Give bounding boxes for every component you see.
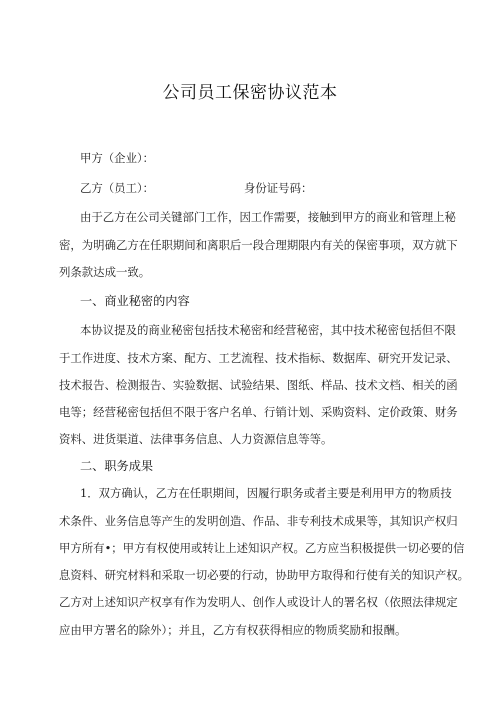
section-heading: 二、职务成果 <box>80 459 154 473</box>
paragraph-line: 本协议提及的商业秘密包括技术秘密和经营秘密，其中技术秘密包括但不限 <box>80 323 456 337</box>
paragraph-line: 1．双方确认，乙方在任职期间，因履行职务或者主要是利用甲方的物质技 <box>80 486 452 500</box>
party-a-label: 甲方（企业）： <box>80 151 155 165</box>
paragraph-line: 应由甲方署名的除外）；并且，乙方有权获得相应的物质奖励和报酬。 <box>59 623 407 637</box>
id-number-label: 身份证号码： <box>244 181 313 195</box>
paragraph-line: 术条件、业务信息等产生的发明创造、作品、非专利技术成果等，其知识产权归 <box>59 514 458 528</box>
paragraph-line: 于工作进度、技术方案、配方、工艺流程、技术指标、数据库、研究开发记录、 <box>59 351 458 365</box>
document-title: 公司员工保密协议范本 <box>162 83 338 103</box>
paragraph-line: 技术报告、检测报告、实验数据、试验结果、图纸、样品、技术文档、相关的函 <box>59 378 458 392</box>
party-b-label: 乙方（员工）： <box>80 181 155 195</box>
section-heading: 一、商业秘密的内容 <box>80 294 190 308</box>
intro-line: 由于乙方在公司关键部门工作，因工作需要，接触到甲方的商业和管理上秘 <box>80 210 456 224</box>
paragraph-line: 乙方对上述知识产权享有作为发明人、创作人或设计人的署名权（依照法律规定 <box>59 595 458 609</box>
paragraph-line: 息资料、研究材料和采取一切必要的行动，协助甲方取得和行使有关的知识产权。 <box>59 568 470 582</box>
paragraph-line: 电等；经营秘密包括但不限于客户名单、行销计划、采购资料、定价政策、财务 <box>59 405 458 419</box>
intro-line: 列条款达成一致。 <box>59 265 151 279</box>
intro-line: 密，为明确乙方在任职期间和离职后一段合理期限内有关的保密事项，双方就下 <box>59 238 458 252</box>
paragraph-line: 甲方所有•；甲方有权使用或转让上述知识产权。乙方应当积极提供一切必要的信 <box>59 541 465 555</box>
paragraph-line: 资料、进货渠道、法律事务信息、人力资源信息等等。 <box>59 432 333 446</box>
